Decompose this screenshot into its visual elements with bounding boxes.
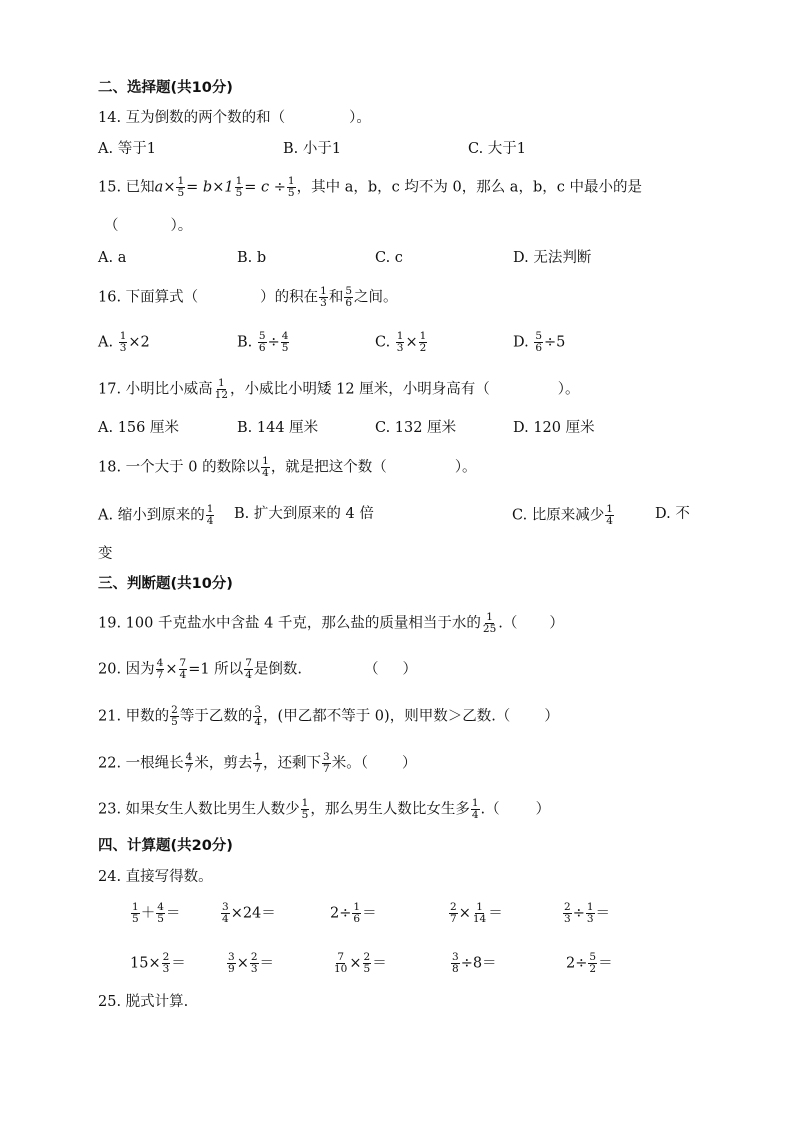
q18-tail: ）。 (454, 459, 477, 476)
question-15 (98, 176, 642, 199)
question-17 (98, 378, 579, 401)
r1c4-f1 (449, 902, 458, 925)
q17-option-c: C. 132 厘米 (375, 420, 457, 436)
q16-c-f2n: 1 (419, 330, 427, 342)
q21-tail: ，(甲乙都不等于 0)，则甲数＞乙数.（ (263, 708, 511, 725)
q19-fd: 25 (482, 623, 497, 635)
r2c3-f2n: 2 (363, 951, 371, 963)
q22-f1d: 7 (185, 763, 193, 775)
q17-option-d: D. 120 厘米 (513, 420, 595, 436)
calc-r2-c1 (130, 952, 186, 975)
question-16 (98, 286, 398, 309)
q20-frac-1 (156, 658, 165, 681)
r1c4-f2n: 1 (476, 901, 483, 913)
q14-tail: ）。 (349, 110, 371, 126)
q15-t4: ，其中 a，b，c 均不为 0，那么 a，b，c 中最小的是 (296, 179, 642, 196)
r1c2-op: ×24＝ (230, 905, 276, 922)
q16-b-f2d: 5 (281, 342, 289, 354)
calc-r1-c1 (130, 902, 180, 925)
q22-f2n: 1 (254, 751, 262, 763)
q16-d-fn: 5 (535, 330, 543, 342)
q16-c-f2d: 2 (419, 342, 427, 354)
q17-stem: 17. 小明比小威高 (98, 381, 213, 398)
q18-fd: 4 (262, 467, 269, 479)
r1c3-f1 (352, 902, 361, 925)
q20-mid: =1 所以 (188, 661, 244, 678)
q19-end: ） (549, 615, 564, 632)
q16-c-frac-1 (396, 331, 405, 354)
r1c3-f1n: 1 (353, 901, 361, 913)
r2c1-f1d: 3 (162, 963, 170, 975)
q15-t1: a× (154, 179, 176, 196)
q19-fn: 1 (486, 611, 493, 623)
q17-option-b: B. 144 厘米 (237, 420, 319, 436)
r2c1-f1n: 2 (162, 951, 170, 963)
q15-f1d: 5 (177, 187, 185, 199)
r2c1-f1 (162, 952, 171, 975)
calc-r2-c5 (566, 952, 613, 975)
q15-line2 (104, 216, 192, 236)
q22-frac-2 (253, 752, 262, 775)
calc-r1-c2 (220, 902, 276, 925)
q23-stem: 23. 如果女生人数比男生人数少 (98, 801, 300, 818)
q22-f3n: 3 (323, 751, 330, 763)
q21-frac-2 (253, 705, 262, 728)
r2c3-f1 (333, 952, 348, 975)
calc-r1-c5 (562, 902, 610, 925)
q15-line2a: （ (104, 218, 119, 234)
q21-stem: 21. 甲数的 (98, 708, 170, 725)
question-23 (98, 798, 550, 821)
q22-frac-1 (185, 752, 194, 775)
r1c4-op: × (458, 905, 471, 922)
q22-f1n: 4 (185, 751, 193, 763)
q21-end: ） (544, 708, 559, 725)
q15-option-b: B. b (237, 250, 267, 266)
q16-d-fd: 6 (535, 342, 543, 354)
q20-f2d: 4 (179, 669, 187, 681)
q16-option-b (237, 331, 290, 354)
section-title-calc: 四、计算题(共20分) (98, 838, 233, 854)
q20-f1d: 7 (156, 669, 164, 681)
q15-option-c: C. c (375, 250, 403, 266)
q16-b-frac-1 (258, 331, 267, 354)
q20-f1n: 4 (156, 657, 164, 669)
q16-f2n: 5 (345, 285, 353, 297)
q22-f3d: 7 (323, 763, 330, 775)
r1c5-f2d: 3 (586, 913, 594, 925)
r2c4-op: ÷8＝ (460, 955, 497, 972)
q17-option-a: A. 156 厘米 (98, 420, 179, 436)
r2c1-pre: 15× (130, 955, 161, 972)
calc-r2-c2 (226, 952, 274, 975)
q16-option-d (513, 331, 565, 354)
r1c5-f2 (586, 902, 595, 925)
question-22 (98, 752, 416, 775)
q16-mid: ）的积在 (260, 289, 319, 306)
r2c5-f1d: 2 (589, 963, 597, 975)
q18-option-b: B. 扩大到原来的 4 倍 (234, 506, 374, 522)
q20-frac-2 (179, 658, 188, 681)
q22-f2d: 7 (254, 763, 262, 775)
r1c1-f1d: 5 (132, 913, 139, 925)
r1c1-f2n: 4 (157, 901, 164, 913)
r2c2-f2n: 2 (250, 951, 258, 963)
q19-tail: .（ (498, 615, 518, 632)
r1c1-f1 (131, 902, 140, 925)
q20-f2n: 7 (179, 657, 187, 669)
question-25: 25. 脱式计算. (98, 994, 189, 1010)
r1c1-f2 (156, 902, 165, 925)
r2c2-f2d: 3 (250, 963, 258, 975)
q16-b-f2n: 4 (281, 330, 289, 342)
q15-f3d: 5 (287, 187, 295, 199)
q18-c-frac (605, 504, 614, 527)
q16-b-f1n: 5 (258, 330, 266, 342)
question-18 (98, 456, 477, 479)
r2c3-f1n: 7 (337, 951, 345, 963)
r1c2-f1d: 4 (222, 913, 229, 925)
r2c2-f1n: 3 (228, 951, 235, 963)
q20-f3d: 4 (245, 669, 252, 681)
q23-f2n: 1 (471, 797, 479, 809)
q16-frac-2 (344, 286, 353, 309)
q17-tail: ）。 (557, 381, 580, 398)
r1c2-f1n: 3 (222, 901, 229, 913)
r2c2-op: × (236, 955, 249, 972)
calc-r2-c4 (450, 952, 497, 975)
q16-a-op: ×2 (128, 334, 150, 351)
r2c5-pre: 2÷ (566, 955, 588, 972)
r1c5-f2n: 1 (586, 901, 594, 913)
r2c2-f2 (250, 952, 259, 975)
q23-tail: .（ (480, 801, 500, 818)
q16-f1n: 1 (320, 285, 327, 297)
q17-frac (214, 378, 229, 401)
q22-m2: ，还剩下 (263, 755, 322, 772)
q18-option-a (98, 504, 215, 527)
q15-line2b: ）。 (170, 218, 193, 234)
q15-t3: = c ÷ (244, 179, 286, 196)
q18-stem: 18. 一个大于 0 的数除以 (98, 459, 261, 476)
calc-r1-c3 (330, 902, 377, 925)
q23-frac-2 (471, 798, 480, 821)
q21-f2n: 3 (254, 704, 262, 716)
q16-f1d: 3 (320, 297, 327, 309)
q14-option-a: A. 等于1 (98, 141, 156, 157)
calc-r2-c3 (332, 952, 387, 975)
q22-m1: 米，剪去 (194, 755, 253, 772)
question-21 (98, 705, 559, 728)
q16-b-op: ÷ (267, 334, 280, 351)
q15-f2d: 5 (235, 187, 243, 199)
q15-t2: = b×1 (186, 179, 234, 196)
q16-c-lbl: C. (375, 334, 391, 351)
q15-frac-2 (235, 176, 244, 199)
r2c3-op: × (349, 955, 362, 972)
q15-f1n: 1 (177, 175, 185, 187)
r1c5-f1d: 3 (564, 913, 571, 925)
q14-option-c: C. 大于1 (468, 141, 527, 157)
q16-c-frac-2 (419, 331, 428, 354)
q23-f2d: 4 (471, 809, 479, 821)
q23-f1n: 1 (301, 797, 309, 809)
q18-option-d: D. 不 (655, 506, 690, 522)
q15-option-a: A. a (98, 250, 127, 266)
q18-rest: ，就是把这个数（ (270, 459, 387, 476)
r2c4-f1 (451, 952, 460, 975)
q18-a-fn: 1 (206, 503, 214, 515)
r2c4-f1n: 3 (452, 951, 459, 963)
q16-f2d: 6 (345, 297, 353, 309)
q22-tail: 米。（ (331, 755, 368, 772)
q16-tail: 之间。 (354, 289, 398, 306)
q22-end: ） (401, 755, 417, 772)
q16-stem: 16. 下面算式（ (98, 289, 199, 306)
r1c4-f2d: 14 (472, 913, 487, 925)
r1c5-f1 (563, 902, 572, 925)
r2c5-eq: ＝ (598, 955, 613, 972)
q22-stem: 22. 一根绳长 (98, 755, 184, 772)
q15-num: 15. 已知 (98, 179, 155, 196)
q20-p2: ） (402, 661, 417, 678)
q21-f2d: 4 (254, 716, 262, 728)
q16-c-f1n: 1 (396, 330, 404, 342)
q16-b-lbl: B. (237, 334, 253, 351)
q20-tail: 是倒数. (253, 661, 302, 678)
q21-frac-1 (170, 705, 179, 728)
q23-frac-1 (301, 798, 310, 821)
r1c1-eq: ＝ (165, 905, 181, 922)
question-20 (98, 658, 417, 681)
q17-rest: ，小威比小明矮 12 厘米，小明身高有（ (230, 381, 490, 398)
q16-option-a (98, 331, 150, 354)
r2c2-eq: ＝ (259, 955, 275, 972)
r1c4-f2 (472, 902, 487, 925)
q18-a-frac (206, 504, 215, 527)
r1c1-f1n: 1 (132, 901, 139, 913)
q21-f1n: 2 (171, 704, 178, 716)
q19-frac (482, 612, 497, 635)
q16-frac-1 (319, 286, 328, 309)
q18-option-d-wrap: 变 (98, 546, 113, 562)
q18-option-c (512, 504, 615, 527)
q16-b-f1d: 6 (258, 342, 266, 354)
q16-b-frac-2 (281, 331, 290, 354)
r1c5-f1n: 2 (564, 901, 571, 913)
q16-a-frac (119, 331, 128, 354)
q16-and: 和 (328, 289, 344, 306)
q15-frac-1 (176, 176, 185, 199)
r2c3-f2 (363, 952, 372, 975)
q21-f1d: 5 (171, 716, 178, 728)
q16-c-op: × (405, 334, 418, 351)
r1c1-f2d: 5 (157, 913, 164, 925)
q18-c-fd: 4 (606, 515, 613, 527)
r1c3-f1d: 6 (353, 913, 361, 925)
section-title-judge: 三、判断题(共10分) (98, 576, 233, 592)
q22-frac-3 (322, 752, 331, 775)
r1c1-op: ＋ (140, 905, 156, 922)
r1c3-pre: 2÷ (330, 905, 352, 922)
q23-end: ） (535, 801, 551, 818)
q14-stem: 14. 互为倒数的两个数的和（ (98, 110, 286, 126)
r1c4-eq: ＝ (488, 905, 503, 922)
section-title-choice: 二、选择题(共10分) (98, 80, 233, 96)
r2c5-f1n: 5 (589, 951, 597, 963)
q18-frac (261, 456, 270, 479)
r1c3-eq: ＝ (362, 905, 377, 922)
question-14 (98, 108, 371, 128)
q20-p1: （ (363, 661, 379, 678)
calc-r1-c4 (448, 902, 503, 925)
q19-stem: 19. 100 千克盐水中含盐 4 千克，那么盐的质量相当于水的 (98, 615, 481, 632)
r1c4-f1n: 2 (450, 901, 457, 913)
q20-op: × (165, 661, 178, 678)
q17-fn: 1 (218, 377, 225, 389)
q16-a-lbl: A. (98, 334, 114, 351)
q14-option-b: B. 小于1 (283, 141, 342, 157)
q16-a-fd: 3 (119, 342, 127, 354)
r2c4-f1d: 8 (452, 963, 459, 975)
q16-d-frac (534, 331, 543, 354)
q16-d-lbl: D. (513, 334, 529, 351)
q20-frac-3 (244, 658, 253, 681)
q21-mid: 等于乙数的 (179, 708, 253, 725)
q15-frac-3 (287, 176, 296, 199)
q16-option-c (375, 331, 428, 354)
q23-mid: ，那么男生人数比女生多 (310, 801, 470, 818)
q18-a: A. 缩小到原来的 (98, 507, 205, 524)
q18-c: C. 比原来减少 (512, 507, 605, 524)
q15-option-d: D. 无法判断 (513, 250, 592, 266)
r2c3-f2d: 5 (363, 963, 371, 975)
q17-fd: 12 (214, 389, 229, 401)
r1c4-f1d: 7 (450, 913, 457, 925)
r2c3-eq: ＝ (372, 955, 387, 972)
q16-c-f1d: 3 (396, 342, 404, 354)
q18-a-fd: 4 (206, 515, 214, 527)
r1c5-eq: ＝ (595, 905, 611, 922)
q18-fn: 1 (262, 455, 269, 467)
q16-d-op: ÷5 (544, 334, 566, 351)
r2c2-f1 (227, 952, 236, 975)
question-24: 24. 直接写得数。 (98, 869, 213, 885)
question-19 (98, 612, 564, 635)
r2c2-f1d: 9 (228, 963, 235, 975)
q15-f2n: 1 (235, 175, 243, 187)
r1c2-f1 (221, 902, 230, 925)
q23-f1d: 5 (301, 809, 309, 821)
q20-stem: 20. 因为 (98, 661, 155, 678)
q18-c-fn: 1 (606, 503, 613, 515)
q15-f3n: 1 (287, 175, 295, 187)
r1c5-op: ÷ (572, 905, 585, 922)
q20-f3n: 7 (245, 657, 252, 669)
r2c1-eq: ＝ (171, 955, 186, 972)
r2c3-f1d: 10 (334, 963, 348, 975)
r2c5-f1 (588, 952, 597, 975)
q16-a-fn: 1 (119, 330, 127, 342)
